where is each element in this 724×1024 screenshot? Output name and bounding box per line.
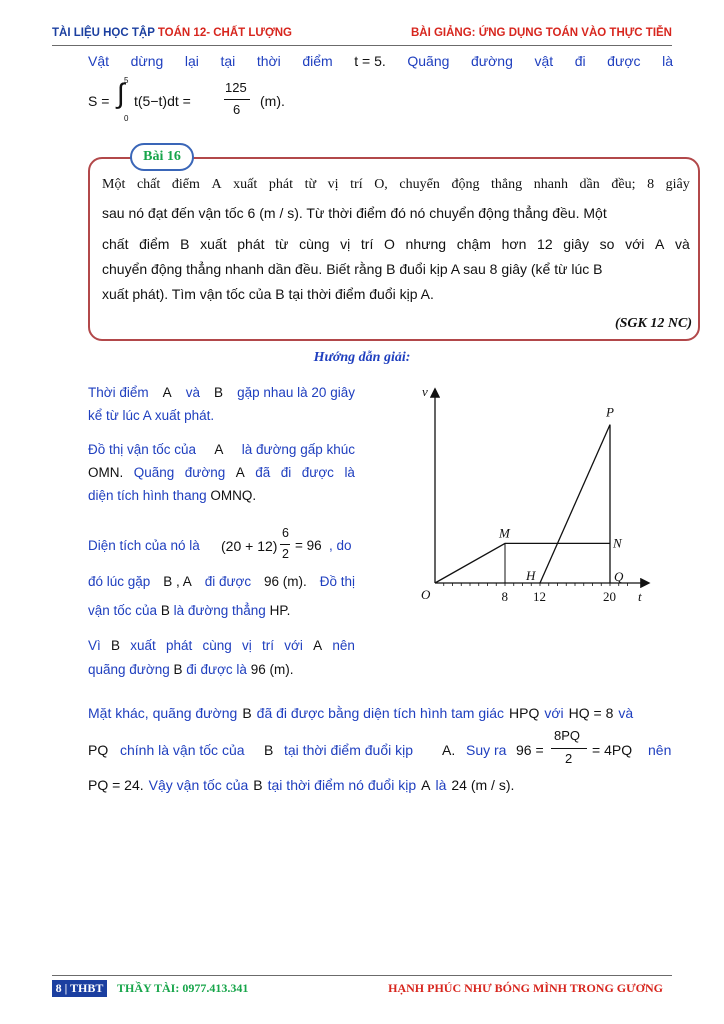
text: chính là vận tốc của — [120, 742, 245, 758]
word: và — [675, 236, 690, 252]
bottom-line-2 — [88, 728, 673, 772]
text: B — [214, 385, 224, 400]
text: đó lúc gặp — [88, 574, 151, 589]
word: so — [599, 236, 615, 252]
word: thời — [256, 53, 281, 69]
word: điểm — [139, 236, 170, 252]
point-Q-label: Q — [614, 569, 624, 584]
axis-v-label: v — [422, 384, 428, 399]
text: 96 = — [516, 742, 544, 758]
velocity-A-line — [435, 543, 610, 583]
text: B , A — [163, 574, 192, 589]
text: đi được là — [186, 662, 247, 677]
word: đường — [470, 53, 513, 69]
text: Đồ thị vận tốc của — [88, 442, 197, 457]
frac-denominator: 2 — [565, 751, 573, 766]
text: vị — [242, 638, 252, 653]
text: A — [313, 638, 323, 653]
text: = 96 — [295, 538, 322, 553]
footer-divider — [52, 975, 672, 976]
header-left-highlight: TOÁN 12- CHẤT LƯỢNG — [157, 27, 293, 39]
fraction-bar — [280, 544, 290, 545]
text: và — [185, 385, 200, 400]
word: B — [180, 236, 190, 252]
word: từ — [304, 177, 317, 192]
text: gặp nhau là 20 giây — [237, 385, 355, 400]
word: dần — [579, 177, 600, 192]
word: từ — [275, 236, 289, 252]
velocity-graph — [410, 378, 670, 610]
sol-p4-line1 — [88, 638, 355, 653]
sol-p3-line2 — [88, 574, 355, 589]
text: Đồ thị — [319, 574, 355, 589]
sol-p2-line2 — [88, 465, 355, 480]
page-badge: 8 | THBT — [52, 980, 107, 997]
word: điểm — [302, 53, 333, 69]
text: = 4PQ — [592, 742, 633, 758]
axis-t-label: t — [638, 589, 642, 604]
text: là — [435, 777, 447, 793]
word: nhưng — [405, 236, 447, 252]
text: A — [214, 442, 224, 457]
frac-numerator: 8PQ — [554, 728, 581, 743]
text: A — [421, 777, 431, 793]
text: là — [344, 465, 355, 480]
text: Vì — [88, 638, 101, 653]
text: Quãng — [133, 465, 175, 480]
text: Diện tích của nó là — [88, 538, 200, 553]
word: Quãng — [407, 53, 450, 69]
word: trí — [350, 177, 363, 192]
word: vật — [534, 53, 554, 69]
text: PQ — [88, 742, 109, 758]
text: HP. — [269, 603, 291, 618]
footer-contact: THẦY TÀI: 0977.413.341 — [117, 981, 249, 995]
word: chuyển — [399, 177, 440, 192]
text: A — [235, 465, 245, 480]
text: nên — [332, 638, 355, 653]
point-H-label: H — [526, 568, 536, 583]
text: Suy ra — [466, 742, 507, 758]
frac-numerator: 125 — [225, 80, 247, 95]
text: (20 + 12) — [221, 538, 278, 554]
word: lại — [184, 53, 199, 69]
text: đường — [184, 465, 226, 480]
word: O, — [374, 177, 388, 192]
text: và — [618, 705, 634, 721]
text: PQ = 24. — [88, 777, 144, 793]
word: dừng — [130, 53, 164, 69]
word: chất — [136, 177, 161, 192]
header-right: BÀI GIẢNG: ỨNG DỤNG TOÁN VÀO THỰC TIỄN — [410, 27, 672, 39]
text: A. — [442, 742, 456, 758]
text: với — [284, 638, 303, 653]
bottom-line-1 — [88, 705, 673, 721]
fraction-bar — [551, 748, 587, 749]
text: đã đi được bằng diện tích hình tam giác — [256, 705, 505, 721]
text: đi — [280, 465, 292, 480]
text: 96 (m). — [250, 662, 294, 677]
word: vị — [340, 236, 351, 252]
text: HQ = 8 — [568, 705, 614, 721]
text: với — [544, 705, 564, 721]
word: O — [384, 236, 395, 252]
word: A — [655, 236, 665, 252]
origin-label: O — [421, 587, 431, 602]
word: thẳng — [491, 177, 523, 192]
integral-equation — [88, 76, 348, 126]
page-header — [52, 27, 672, 45]
text: cùng — [202, 638, 232, 653]
word: đều; — [611, 177, 636, 192]
word: phát — [237, 236, 265, 252]
text: B — [264, 742, 274, 758]
word: giây — [665, 177, 690, 192]
frac-denominator: 2 — [282, 547, 289, 561]
word: cùng — [299, 236, 330, 252]
header-divider — [52, 45, 672, 46]
text: HPQ — [509, 705, 540, 721]
word: hơn — [501, 236, 527, 252]
word: phát — [268, 177, 293, 192]
text: trí — [262, 638, 275, 653]
intro-line-1 — [88, 53, 673, 69]
word: Vật — [88, 53, 110, 69]
word: vị — [327, 177, 339, 192]
problem-line-2: sau nó đạt đến vận tốc 6 (m / s). Từ thời điểm đó nó chuyển động thẳng đều. Một — [102, 205, 607, 221]
solution-heading: Hướng dẫn giải: — [313, 350, 411, 365]
problem-line-5: xuất phát). Tìm vận tốc của B tại thời điểm đuổi kịp A. — [102, 286, 434, 302]
text: , do — [329, 538, 352, 553]
text: đã — [255, 465, 271, 480]
text: Mặt khác, quãng đường — [88, 705, 238, 721]
bottom-line-3 — [88, 777, 673, 793]
sol-p4-line2 — [88, 662, 355, 677]
word: t = 5. — [354, 53, 386, 69]
text: B — [242, 705, 252, 721]
word: 8 — [647, 177, 655, 192]
point-M-label: M — [499, 525, 510, 541]
word: điểm — [171, 177, 200, 192]
problem-tag: Bài 16 — [130, 143, 194, 171]
word: tại — [220, 53, 236, 69]
word: trí — [360, 236, 374, 252]
word: động — [451, 177, 480, 192]
header-left — [52, 27, 292, 39]
word: chất — [102, 236, 129, 252]
text: là đường gấp khúc — [241, 442, 355, 457]
problem-line-4: chuyển động thẳng nhanh dần đều. Biết rằng B đuổi kịp A sau 8 giây (kể từ lúc B — [102, 261, 603, 277]
word: nhanh — [533, 177, 568, 192]
sol-p1-line2: kể từ lúc A xuất phát. — [88, 408, 215, 423]
word: được — [607, 53, 641, 69]
text: nên — [648, 742, 672, 758]
problem-line-3 — [102, 236, 690, 252]
text: A — [162, 385, 172, 400]
text: Vậy vận tốc của — [148, 777, 249, 793]
text: Thời điểm — [88, 385, 149, 400]
sol-p1-line1 — [88, 385, 355, 400]
word: giây — [563, 236, 589, 252]
text: được — [301, 465, 334, 480]
header-left-prefix: TÀI LIỆU HỌC TẬP — [52, 27, 158, 39]
problem-source: (SGK 12 NC) — [614, 316, 692, 331]
text: tại thời điểm đuổi kịp — [284, 742, 414, 758]
fraction-bar — [224, 99, 250, 100]
integral-upper: 5 — [124, 76, 129, 85]
word: chậm — [456, 236, 491, 252]
text: B — [253, 777, 263, 793]
text: xuất — [130, 638, 156, 653]
text: vận tốc của — [88, 603, 158, 618]
text: OMNQ. — [210, 488, 257, 503]
point-N-label: N — [613, 535, 622, 551]
text: là đường thẳng — [173, 603, 266, 618]
text: B — [111, 638, 121, 653]
sol-p3-line3 — [88, 603, 355, 618]
frac-numerator: 6 — [282, 526, 289, 540]
word: xuất — [233, 177, 258, 192]
text: phát — [166, 638, 193, 653]
tick-label-8: 8 — [501, 589, 508, 604]
word: xuất — [200, 236, 227, 252]
integrand: t(5−t)dt = — [134, 93, 191, 109]
eq-lhs: S = — [88, 93, 110, 109]
sol-p3-line1 — [88, 526, 355, 566]
text: tại thời điểm nó đuổi kịp — [267, 777, 417, 793]
text: B — [160, 603, 170, 618]
text: B — [173, 662, 183, 677]
text: OMN. — [88, 465, 124, 480]
text: diện tích hình thang — [88, 488, 207, 503]
text: quãng đường — [88, 662, 170, 677]
text: đi được — [204, 574, 252, 589]
word: 12 — [537, 236, 553, 252]
word: với — [625, 236, 645, 252]
tick-label-12: 12 — [533, 589, 546, 604]
integral-lower: 0 — [124, 114, 129, 123]
sol-p2-line1 — [88, 442, 355, 457]
sol-p2-line3 — [88, 488, 355, 503]
unit: (m). — [260, 93, 285, 109]
word: Một — [102, 177, 126, 192]
velocity-B-line — [540, 425, 610, 583]
frac-denominator: 6 — [233, 102, 241, 117]
text: 96 (m). — [264, 574, 307, 589]
word: là — [662, 53, 673, 69]
tick-label-20: 20 — [603, 589, 616, 604]
footer-motto: HẠNH PHÚC NHƯ BÓNG MÌNH TRONG GƯƠNG — [388, 981, 663, 995]
point-P-label: P — [606, 404, 614, 420]
word: đi — [574, 53, 586, 69]
integral-sign: ∫ — [117, 78, 125, 109]
text: 24 (m / s). — [451, 777, 515, 793]
problem-line-1 — [102, 177, 690, 193]
word: A — [211, 177, 222, 192]
